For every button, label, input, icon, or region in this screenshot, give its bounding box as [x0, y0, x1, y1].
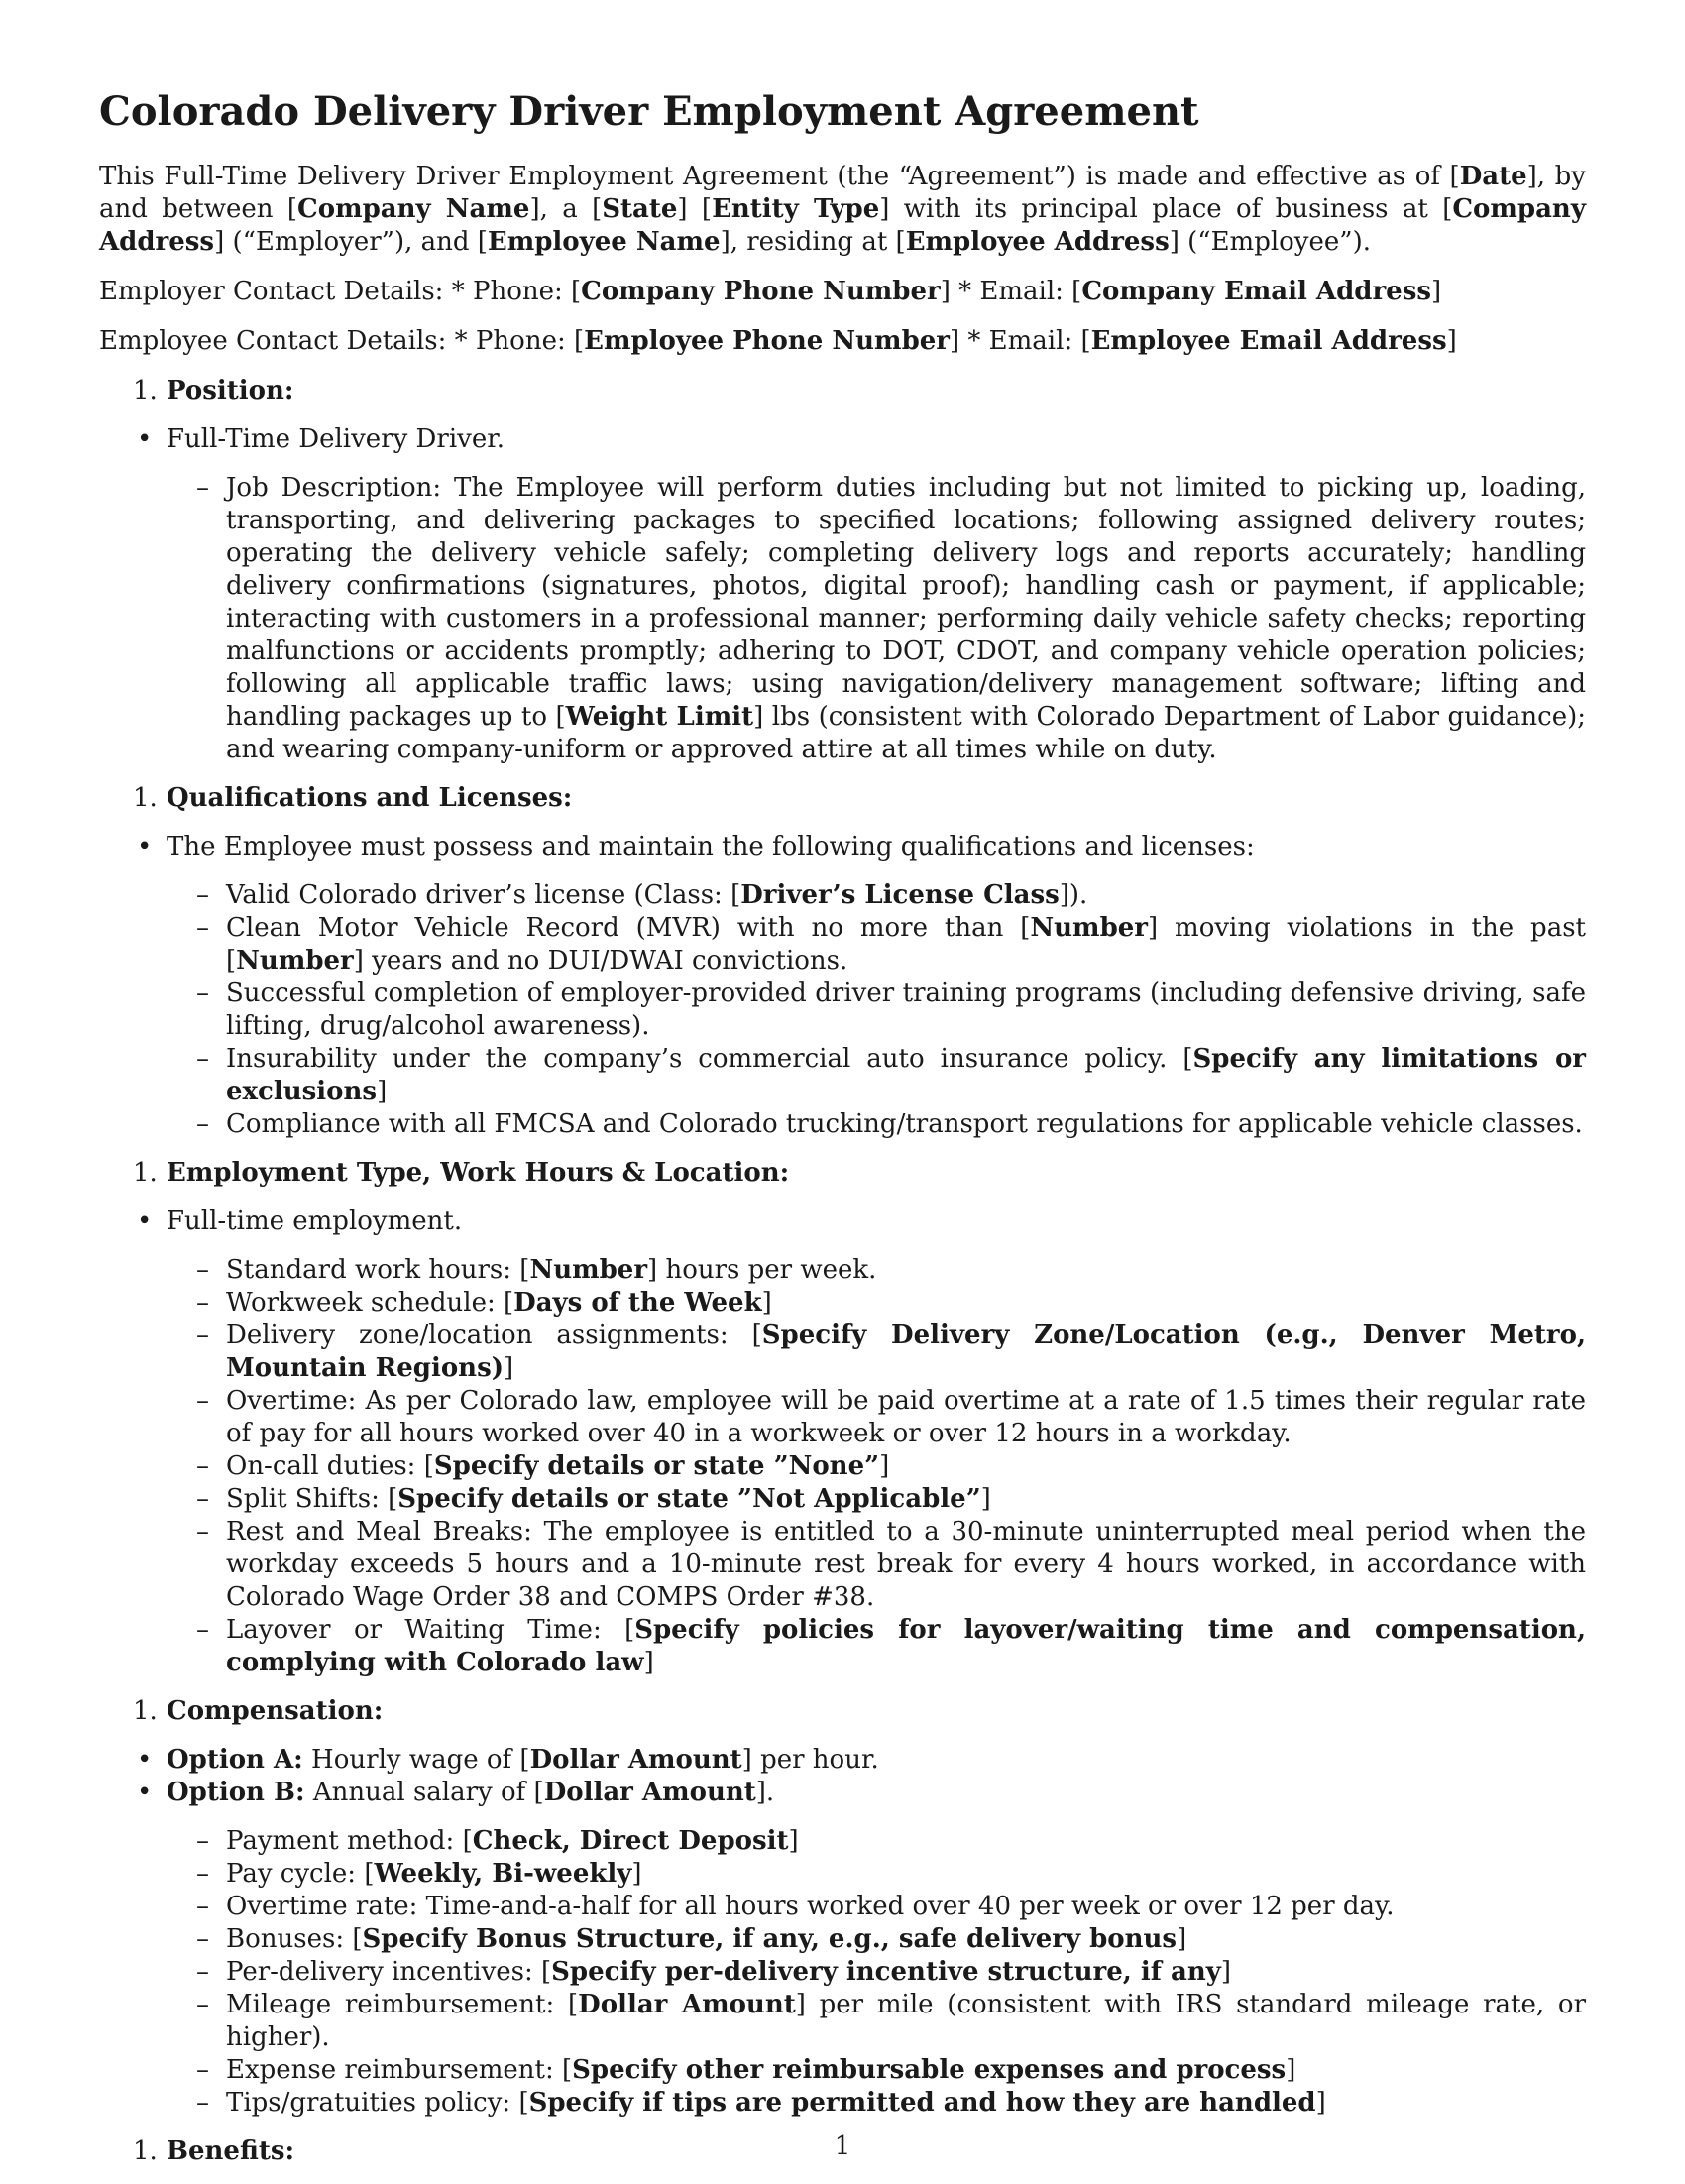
- list-item: – Insurability under the company’s commercial auto insurance policy. [Specify any limitations or exclusions]: [196, 1044, 1586, 1106]
- employee-phone-placeholder: Employee Phone Number: [584, 326, 950, 356]
- list-item: • Full-Time Delivery Driver. – Job Description: The Employee will perform duties including but not limited to picking up, loading, transporting, and delivering packages to specified locations; following assigned delivery routes; operating the delivery vehicle safely; completing delivery logs and reports accurately; handling delivery confirmations (signatures, photos, digital proof); handling cash or payment, if applicable; interacting with customers in a professional manner; performing daily vehicle safety checks; reporting malfunctions or accidents promptly; adhering to DOT, CDOT, and company vehicle operation policies; following all applicable traffic laws; using navigation/delivery management software; lifting and handling packages up to [Weight Limit] lbs (consistent with Colorado Department of Labor guidance); and wearing company-uniform or approved attire at all times while on duty.: [137, 424, 1586, 764]
- list-item: – Workweek schedule: [Days of the Week]: [196, 1288, 772, 1318]
- company-phone-placeholder: Company Phone Number: [581, 277, 941, 306]
- list-item: – Overtime: As per Colorado law, employee will be paid overtime at a rate of 1.5 times their regular rate of pay for all hours worked over 40 in a workweek or over 12 hours in a workday.: [196, 1386, 1586, 1448]
- list-item: • The Employee must possess and maintain the following qualifications and licenses: – Valid Colorado driver’s license (Class: [Driver’s License Class]). – Clean Motor Vehicle Record (MVR) with no more than [Number] moving violations in the past [Number] years and no DUI/DWAI convictions. – Successful completion of employer-provided driver training programs (including defensive driving, safe lifting, drug/alcohol awareness). – Insurability under the company’s commercial auto insurance policy. [Specify any limitations or exclusions] – Compliance with all FMCSA and Colorado trucking/transport regulations for applicable vehicle classes.: [137, 832, 1586, 1139]
- entity-type-placeholder: Entity Type: [712, 194, 880, 224]
- list-item: – Delivery zone/location assignments: [Specify Delivery Zone/Location (e.g., Denver Metro, Mountain Regions)]: [196, 1321, 1586, 1383]
- list-item: – Standard work hours: [Number] hours per week.: [196, 1255, 877, 1285]
- list-item: – Tips/gratuities policy: [Specify if tips are permitted and how they are handled]: [196, 2088, 1326, 2118]
- list-item: – Clean Motor Vehicle Record (MVR) with no more than [Number] moving violations in the past [Number] years and no DUI/DWAI convictions.: [196, 913, 1586, 976]
- state-placeholder: State: [602, 194, 678, 224]
- document-page: [99, 87, 1586, 2184]
- section-heading-compensation: 1. Compensation:: [133, 1696, 384, 1726]
- employee-name-placeholder: Employee Name: [487, 227, 721, 257]
- page-number: 1: [834, 2131, 851, 2161]
- company-email-placeholder: Company Email Address: [1081, 277, 1431, 306]
- list-item: • Option B: Annual salary of [Dollar Amount]. – Payment method: [Check, Direct Deposit] – Pay cycle: [Weekly, Bi-weekly] – Overtime rate: Time-and-a-half for all hours worked over 40 per week or over 12 per day. – Bonuses: [Specify Bonus Structure, if any, e.g., safe delivery bonus] – Per-delivery incentives: [Specify per-delivery incentive structure, if any] – Mileage reimbursement: [Dollar Amount] per mile (consistent with IRS standard mileage rate, or higher). – Expense reimbursement: [Specify other reimbursable expenses and process] – Tips/gratuities policy: [Specify if tips are permitted and how they are handled]: [137, 1778, 1586, 2118]
- list-item: – Bonuses: [Specify Bonus Structure, if any, e.g., safe delivery bonus]: [196, 1924, 1187, 1954]
- section-heading-position: 1. Position:: [133, 376, 294, 405]
- list-item: – Expense reimbursement: [Specify other reimbursable expenses and process]: [196, 2055, 1296, 2085]
- position-list: [99, 423, 1586, 766]
- intro-paragraph: This Full-Time Delivery Driver Employment Agreement (the “Agreement”) is made and effective as of [Date], by and between [Company Name], a [State] [Entity Type] with its principal place of business at [Company Address] (“Employer”), and [Employee Name], residing at [Employee Address] (“Employee”).: [99, 162, 1586, 257]
- employee-contact-details: Employee Contact Details: * Phone: [Employee Phone Number] * Email: [Employee Email Address]: [99, 326, 1457, 356]
- list-item: – Per-delivery incentives: [Specify per-delivery incentive structure, if any]: [196, 1957, 1232, 1987]
- company-name-placeholder: Company Name: [297, 194, 530, 224]
- employer-contact-details: Employer Contact Details: * Phone: [Company Phone Number] * Email: [Company Email Address]: [99, 277, 1442, 306]
- list-item: – Payment method: [Check, Direct Deposit]: [196, 1826, 799, 1856]
- list-item: • Full-time employment. – Standard work hours: [Number] hours per week. – Workweek schedule: [Days of the Week] – Delivery zone/location assignments: [Specify Delivery Zone/Location (e.g., Denver Metro, Mountain Regions)] – Overtime: As per Colorado law, employee will be paid overtime at a rate of 1.5 times their regular rate of pay for all hours worked over 40 in a workweek or over 12 hours in a workday. – On-call duties: [Specify details or state ”None”] – Split Shifts: [Specify details or state ”Not Applicable”] – Rest and Meal Breaks: The employee is entitled to a 30-minute uninterrupted meal period when the workday exceeds 5 hours and a 10-minute rest break for every 4 hours worked, in accordance with Colorado Wage Order 38 and COMPS Order #38. – Layover or Waiting Time: [Specify policies for layover/waiting time and compensation, complying with Colorado law]: [137, 1207, 1586, 1677]
- list-item: – Compliance with all FMCSA and Colorado trucking/transport regulations for applicable vehicle classes.: [196, 1109, 1583, 1139]
- company-address-placeholder: Company Address: [99, 194, 1586, 257]
- list-item: – Overtime rate: Time-and-a-half for all hours worked over 40 per week or over 12 per day.: [196, 1892, 1395, 1921]
- list-item: – Rest and Meal Breaks: The employee is entitled to a 30-minute uninterrupted meal period when the workday exceeds 5 hours and a 10-minute rest break for every 4 hours worked, in accordance with Colorado Wage Order 38 and COMPS Order #38.: [196, 1517, 1586, 1612]
- list-item: – Successful completion of employer-provided driver training programs (including defensive driving, safe lifting, drug/alcohol awareness).: [196, 978, 1586, 1041]
- employee-address-placeholder: Employee Address: [905, 227, 1170, 257]
- weight-limit-placeholder: Weight Limit: [565, 702, 754, 732]
- qualifications-list: [99, 831, 1586, 1141]
- employment-list: [99, 1206, 1586, 1679]
- date-placeholder: Date: [1459, 162, 1527, 191]
- section-heading-benefits: 1. Benefits:: [133, 2136, 295, 2166]
- compensation-list: [99, 1744, 1586, 2120]
- list-item: – Pay cycle: [Weekly, Bi-weekly]: [196, 1859, 642, 1889]
- section-heading-qualifications: 1. Qualifications and Licenses:: [133, 783, 573, 813]
- document-title: Colorado Delivery Driver Employment Agreement: [99, 88, 1199, 135]
- list-item: • Option A: Hourly wage of [Dollar Amount] per hour.: [137, 1745, 879, 1775]
- list-item: – On-call duties: [Specify details or state ”None”]: [196, 1451, 890, 1481]
- list-item: – Mileage reimbursement: [Dollar Amount] per mile (consistent with IRS standard mileage rate, or higher).: [196, 1990, 1586, 2052]
- list-item: – Layover or Waiting Time: [Specify policies for layover/waiting time and compensation, complying with Colorado law]: [196, 1615, 1586, 1677]
- list-item: – Split Shifts: [Specify details or state ”Not Applicable”]: [196, 1484, 991, 1514]
- employee-email-placeholder: Employee Email Address: [1090, 326, 1447, 356]
- section-heading-employment: 1. Employment Type, Work Hours & Location:: [133, 1158, 790, 1188]
- list-item: – Valid Colorado driver’s license (Class: [Driver’s License Class]).: [196, 880, 1088, 910]
- job-description: – Job Description: The Employee will perform duties including but not limited to picking up, loading, transporting, and delivering packages to specified locations; following assigned delivery routes; operating the delivery vehicle safely; completing delivery logs and reports accurately; handling delivery confirmations (signatures, photos, digital proof); handling cash or payment, if applicable; interacting with customers in a professional manner; performing daily vehicle safety checks; reporting malfunctions or accidents promptly; adhering to DOT, CDOT, and company vehicle operation policies; following all applicable traffic laws; using navigation/delivery management software; lifting and handling packages up to [Weight Limit] lbs (consistent with Colorado Department of Labor guidance); and wearing company-uniform or approved attire at all times while on duty.: [196, 473, 1586, 764]
